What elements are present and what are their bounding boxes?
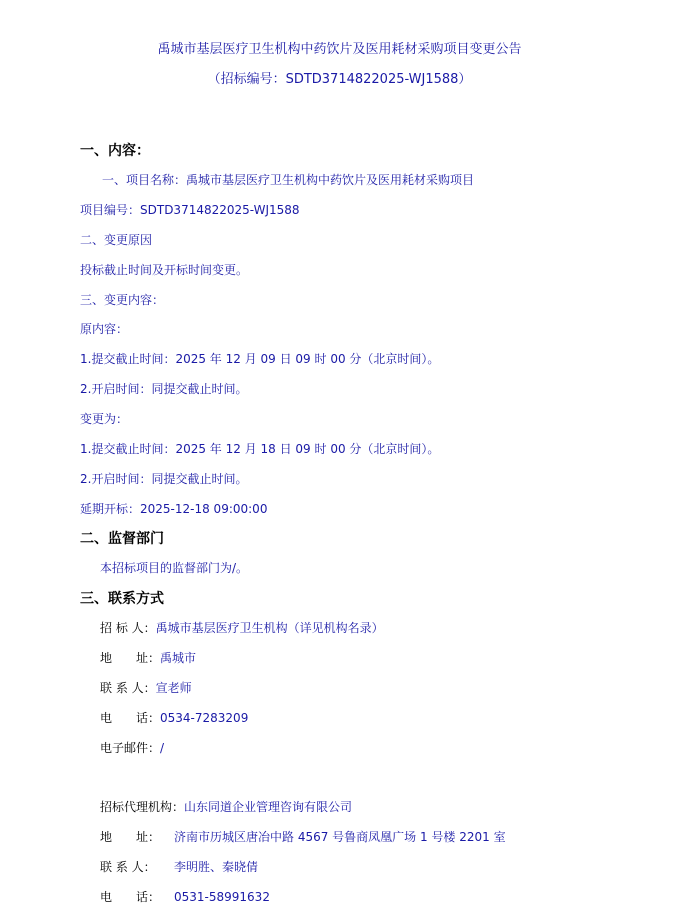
agency-contact-label: 联 系 人： <box>100 860 156 874</box>
phone-row <box>100 709 248 726</box>
contact-value: 宣老师 <box>155 681 192 695</box>
agency-phone-label: 电 话： <box>100 890 161 904</box>
agency-phone-value: 0531-58991632 <box>174 890 270 904</box>
tenderer-value: 禹城市基层医疗卫生机构（详见机构名录） <box>155 621 384 635</box>
contact-row <box>100 679 192 696</box>
original-item-1: 1.提交截止时间：2025 年 12 月 09 日 09 时 00 分（北京时间）。 <box>80 352 440 366</box>
original-label: 原内容： <box>80 322 129 336</box>
phone-value: 0534-7283209 <box>160 711 249 725</box>
agency-contact-value: 李明胜、秦晓倩 <box>174 860 259 874</box>
project-name-line: 一、项目名称：禹城市基层医疗卫生机构中药饮片及医用耗材采购项目 <box>102 173 475 187</box>
document-title: 禹城市基层医疗卫生机构中药饮片及医用耗材采购项目变更公告 <box>157 42 522 57</box>
address-label: 地 址： <box>100 651 161 665</box>
agency-row <box>100 798 352 815</box>
agency-address-row <box>100 828 506 845</box>
changed-item-2: 2.开启时间：同提交截止时间。 <box>80 472 248 486</box>
email-label: 电子邮件： <box>100 741 161 755</box>
phone-label: 电 话： <box>100 711 161 725</box>
email-value: / <box>160 741 165 755</box>
agency-value: 山东同道企业管理咨询有限公司 <box>184 800 353 814</box>
change-reason-label: 二、变更原因 <box>80 233 153 247</box>
changed-label: 变更为： <box>80 412 129 426</box>
email-row <box>100 739 164 756</box>
section3-heading: 三、联系方式 <box>80 591 164 607</box>
postponed-opening: 延期开标：2025-12-18 09:00:00 <box>80 502 268 516</box>
tenderer-row <box>100 619 384 636</box>
contact-label: 联 系 人： <box>100 681 156 695</box>
section1-heading: 一、内容： <box>80 143 150 159</box>
project-no-line: 项目编号：SDTD3714822025-WJ1588 <box>80 203 300 217</box>
change-content-label: 三、变更内容： <box>80 293 165 307</box>
agency-phone-row <box>100 888 270 905</box>
supervision-text: 本招标项目的监督部门为/。 <box>100 561 249 575</box>
address-row <box>100 649 196 666</box>
agency-address-value: 济南市历城区唐冶中路 4567 号鲁商凤凰广场 1 号楼 2201 室 <box>174 830 506 844</box>
agency-contact-row <box>100 858 258 875</box>
agency-label: 招标代理机构： <box>100 800 185 814</box>
original-item-2: 2.开启时间：同提交截止时间。 <box>80 382 248 396</box>
tenderer-label: 招 标 人： <box>100 621 156 635</box>
section2-heading: 二、监督部门 <box>80 531 164 547</box>
address-value: 禹城市 <box>160 651 197 665</box>
document-subtitle: （招标编号：SDTD3714822025-WJ1588） <box>207 72 472 87</box>
agency-address-label: 地 址： <box>100 830 161 844</box>
change-reason-text: 投标截止时间及开标时间变更。 <box>80 263 249 277</box>
changed-item-1: 1.提交截止时间：2025 年 12 月 18 日 09 时 00 分（北京时间）。 <box>80 442 440 456</box>
